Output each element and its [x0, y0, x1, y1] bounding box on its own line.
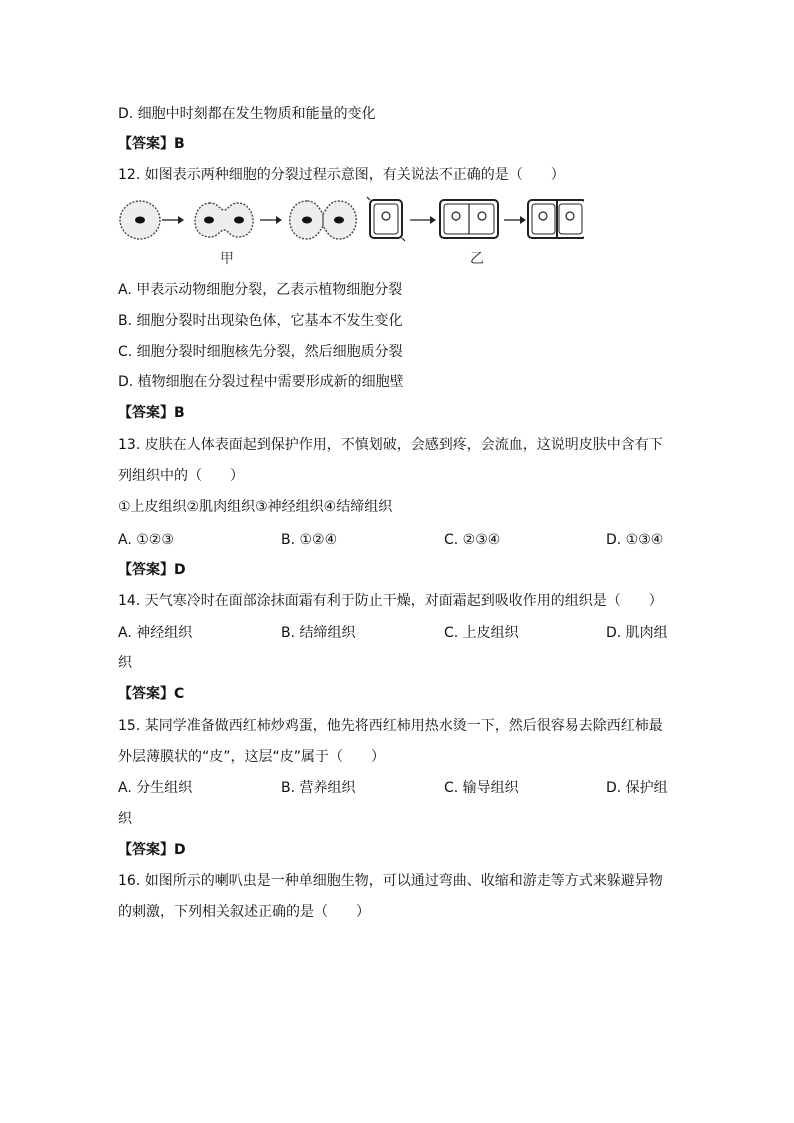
q13-option-d: D. ①③④	[606, 532, 664, 548]
q15-option-d: D. 保护组	[606, 780, 668, 796]
q11-answer: 【答案】B	[118, 136, 185, 152]
q16-stem-line1: 16. 如图所示的喇叭虫是一种单细胞生物，可以通过弯曲、收缩和游走等方式来躲避异物	[118, 873, 663, 889]
plant-cells-divided	[528, 200, 584, 238]
q13-answer: 【答案】D	[118, 562, 186, 578]
q12-option-a: A. 甲表示动物细胞分裂，乙表示植物细胞分裂	[118, 282, 403, 298]
arrow-icon	[410, 216, 436, 224]
q12-option-b: B. 细胞分裂时出现染色体，它基本不发生变化	[118, 313, 403, 329]
q15-stem-line1: 15. 某同学准备做西红柿炒鸡蛋，他先将西红柿用热水烫一下，然后很容易去除西红柿最	[118, 718, 663, 734]
q12-option-c: C. 细胞分裂时细胞核先分裂，然后细胞质分裂	[118, 344, 403, 360]
q13-option-b: B. ①②④	[281, 532, 338, 548]
arrow-icon	[260, 216, 282, 224]
q16-stem-line2: 的刺激，下列相关叙述正确的是（ ）	[118, 904, 370, 920]
q15-option-d-continued: 织	[118, 811, 132, 827]
q13-stem-line2: 列组织中的（ ）	[118, 468, 244, 484]
q14-option-b: B. 结缔组织	[281, 625, 356, 641]
q14-option-d-continued: 织	[118, 655, 132, 671]
q13-stem-line1: 13. 皮肤在人体表面起到保护作用，不慎划破，会感到疼，会流血，这说明皮肤中含有下	[118, 437, 663, 453]
q12-answer: 【答案】B	[118, 405, 185, 421]
q14-stem: 14. 天气寒冷时在面部涂抹面霜有利于防止干燥，对面霜起到吸收作用的组织是（ ）	[118, 593, 663, 609]
q15-stem-line2: 外层薄膜状的“皮”，这层“皮”属于（ ）	[118, 749, 386, 765]
q15-option-a: A. 分生组织	[118, 780, 193, 796]
animal-cells-divided	[290, 201, 357, 239]
q12-stem: 12. 如图表示两种细胞的分裂过程示意图，有关说法不正确的是（ ）	[118, 167, 565, 183]
figure-label-jia: 甲	[220, 251, 234, 267]
q14-option-c: C. 上皮组织	[444, 625, 519, 641]
q15-answer: 【答案】D	[118, 842, 186, 858]
q15-option-b: B. 营养组织	[281, 780, 356, 796]
q13-option-a: A. ①②③	[118, 532, 174, 548]
q12-option-d: D. 植物细胞在分裂过程中需要形成新的细胞壁	[118, 374, 404, 390]
q14-option-d: D. 肌肉组	[606, 625, 668, 641]
arrow-icon	[504, 216, 526, 224]
q13-items: ①上皮组织②肌肉组织③神经组织④结缔组织	[118, 499, 393, 515]
q14-answer: 【答案】C	[118, 686, 185, 702]
q11-option-d: D. 细胞中时刻都在发生物质和能量的变化	[118, 106, 376, 122]
q13-option-c: C. ②③④	[444, 532, 501, 548]
figure-label-yi: 乙	[470, 251, 484, 267]
q15-option-c: C. 输导组织	[444, 780, 519, 796]
animal-cell-single	[120, 201, 160, 239]
animal-cell-dividing	[195, 203, 253, 237]
plant-cell-dividing	[440, 200, 498, 238]
arrow-icon	[162, 216, 184, 224]
cell-division-figure	[114, 196, 584, 246]
plant-cell-single	[367, 197, 405, 241]
q14-option-a: A. 神经组织	[118, 625, 193, 641]
